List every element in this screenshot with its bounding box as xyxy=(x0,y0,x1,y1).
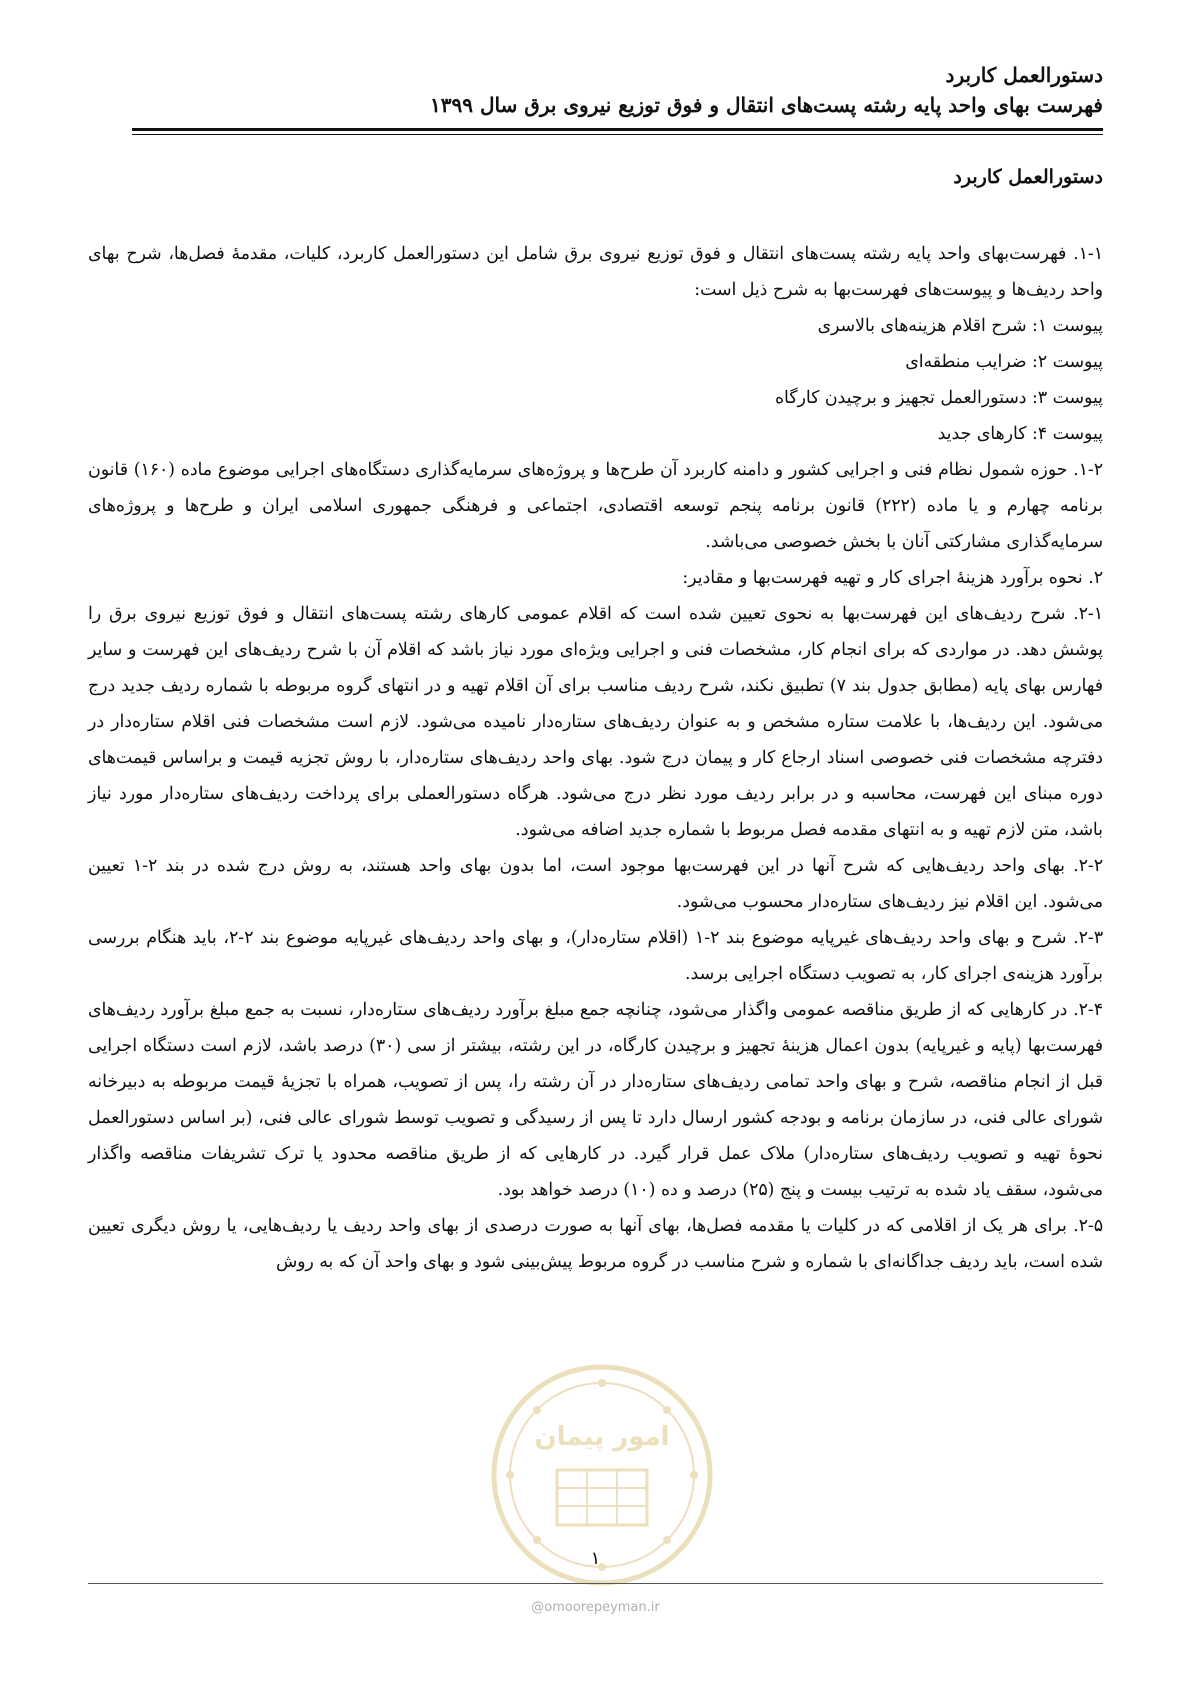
appendix-4: پیوست ۴: کارهای جدید xyxy=(937,424,1103,444)
page-number: ۱ xyxy=(590,1548,601,1569)
document-body xyxy=(88,236,1103,1280)
appendix-1: پیوست ۱: شرح اقلام هزینه‌های بالاسری xyxy=(817,316,1103,336)
section-title: دستورالعمل کاربرد xyxy=(953,166,1103,188)
site-watermark: @omoorepeyman.ir xyxy=(531,1600,660,1615)
appendix-2: پیوست ۲: ضرایب منطقه‌ای xyxy=(905,352,1103,372)
paragraph-1-2: ۱-۲. حوزه شمول نظام فنی و اجرایی کشور و دامنه کاربرد آن طرح‌ها و پروژه‌های سرمایه‌گذاری دستگاه‌های اجرایی موضوع ماده (۱۶۰) قانون برنامه چهارم و یا ماده (۲۲۲) قانون برنامه پنجم توسعه اقتصادی، اجتماعی و فرهنگی جمهوری اسلامی ایران و طرح‌ها و پروژه‌های سرمایه‌گذاری مشارکتی آنان با بخش خصوصی می‌باشد. xyxy=(88,460,1103,552)
header-subtitle: فهرست بهای واحد پایه رشته پست‌های انتقال و فوق توزیع نیروی برق سال ۱۳۹۹ xyxy=(430,93,1103,117)
paragraph-2-5: ۲-۵. برای هر یک از اقلامی که در کلیات یا مقدمه فصل‌ها، بهای آنها به صورت درصدی از بهای واحد ردیف یا ردیف‌هایی، یا روش دیگری تعیین شده است، باید ردیف جداگانه‌ای با شماره و شرح مناسب در گروه مربوط پیش‌بینی شود و بهای واحد آن که به روش xyxy=(88,1216,1103,1272)
paragraph-2: ۲. نحوه برآورد هزینهٔ اجرای کار و تهیه فهرست‌بها و مقادیر: xyxy=(682,568,1103,588)
footer-rule xyxy=(88,1583,1103,1584)
page-header xyxy=(132,60,1103,120)
paragraph-2-4: ۲-۴. در کارهایی که از طریق مناقصه عمومی واگذار می‌شود، چنانچه جمع مبلغ برآورد ردیف‌های ستاره‌دار، نسبت به جمع مبلغ برآورد ردیف‌های فهرست‌بها (پایه و غیرپایه) بدون اعمال هزینهٔ تجهیز و برچیدن کارگاه، در این رشته، بیشتر از سی (۳۰) درصد باشد، لازم است دستگاه اجرایی قبل از انجام مناقصه، شرح و بهای واحد تمامی ردیف‌های ستاره‌دار در آن رشته را، پس از تصویب، همراه با تجزیهٔ قیمت مربوطه به دبیرخانه شورای عالی فنی، در سازمان برنامه و بودجه کشور ارسال دارد تا پس از رسیدگی و تصویب توسط شورای عالی فنی، (بر اساس دستورالعمل نحوهٔ تهیه و تصویب ردیف‌های ستاره‌دار) ملاک عمل قرار گیرد. در کارهایی که از طریق مناقصه محدود یا ترک تشریفات مناقصه واگذار می‌شود، سقف یاد شده به ترتیب بیست و پنج (۲۵) درصد و ده (۱۰) درصد خواهد بود. xyxy=(88,1000,1103,1200)
paragraph-1-1: ۱-۱. فهرست‌بهای واحد پایه رشته پست‌های انتقال و فوق توزیع نیروی برق شامل این دستورالعمل کاربرد، کلیات، مقدمهٔ فصل‌ها، شرح بهای واحد ردیف‌ها و پیوست‌های فهرست‌بها به شرح ذیل است: xyxy=(88,244,1103,300)
paragraph-2-1: ۲-۱. شرح ردیف‌های این فهرست‌بها به نحوی تعیین شده است که اقلام عمومی کارهای رشته پست‌های انتقال و فوق توزیع نیروی برق را پوشش دهد. در مواردی که برای انجام کار، مشخصات فنی و اجرایی ویژه‌ای مورد نیاز باشد که اقلام آن با شرح ردیف‌های این فهرست و سایر فهارس بهای پایه (مطابق جدول بند ۷) تطبیق نکند، شرح ردیف مناسب برای آن اقلام تهیه و در انتهای گروه مربوطه با شماره ردیف جدید درج می‌شود. این ردیف‌ها، با علامت ستاره مشخص و به عنوان ردیف‌های ستاره‌دار نامیده می‌شود. لازم است مشخصات فنی اقلام ستاره‌دار در دفترچه مشخصات فنی خصوصی اسناد ارجاع کار و پیمان درج شود. بهای واحد ردیف‌های ستاره‌دار، با روش تجزیه قیمت و براساس قیمت‌های دوره مبنای این فهرست، محاسبه و در برابر ردیف مورد نظر درج می‌شود. هرگاه دستورالعملی برای پرداخت ردیف‌های ستاره‌دار مورد نیاز باشد، متن لازم تهیه و به انتهای مقدمه فصل مربوط با شماره جدید اضافه می‌شود. xyxy=(88,604,1103,840)
paragraph-2-3: ۲-۳. شرح و بهای واحد ردیف‌های غیرپایه موضوع بند ۲-۱ (اقلام ستاره‌دار)، و بهای واحد ردیف‌های غیرپایه موضوع بند ۲-۲، باید هنگام بررسی برآورد هزینه‌ی اجرای کار، به تصویب دستگاه اجرایی برسد. xyxy=(88,928,1103,984)
seal-text: امور پیمان xyxy=(534,1422,670,1452)
header-rule-thick xyxy=(132,128,1103,131)
paragraph-2-2: ۲-۲. بهای واحد ردیف‌هایی که شرح آنها در این فهرست‌بها موجود است، اما بدون بهای واحد هستند، به روش درج شده در بند ۲-۱ تعیین می‌شود. این اقلام نیز ردیف‌های ستاره‌دار محسوب می‌شود. xyxy=(88,856,1103,912)
header-title: دستورالعمل کاربرد xyxy=(945,63,1103,87)
header-rule-thin xyxy=(132,134,1103,135)
appendix-3: پیوست ۳: دستورالعمل تجهیز و برچیدن کارگاه xyxy=(774,388,1103,408)
